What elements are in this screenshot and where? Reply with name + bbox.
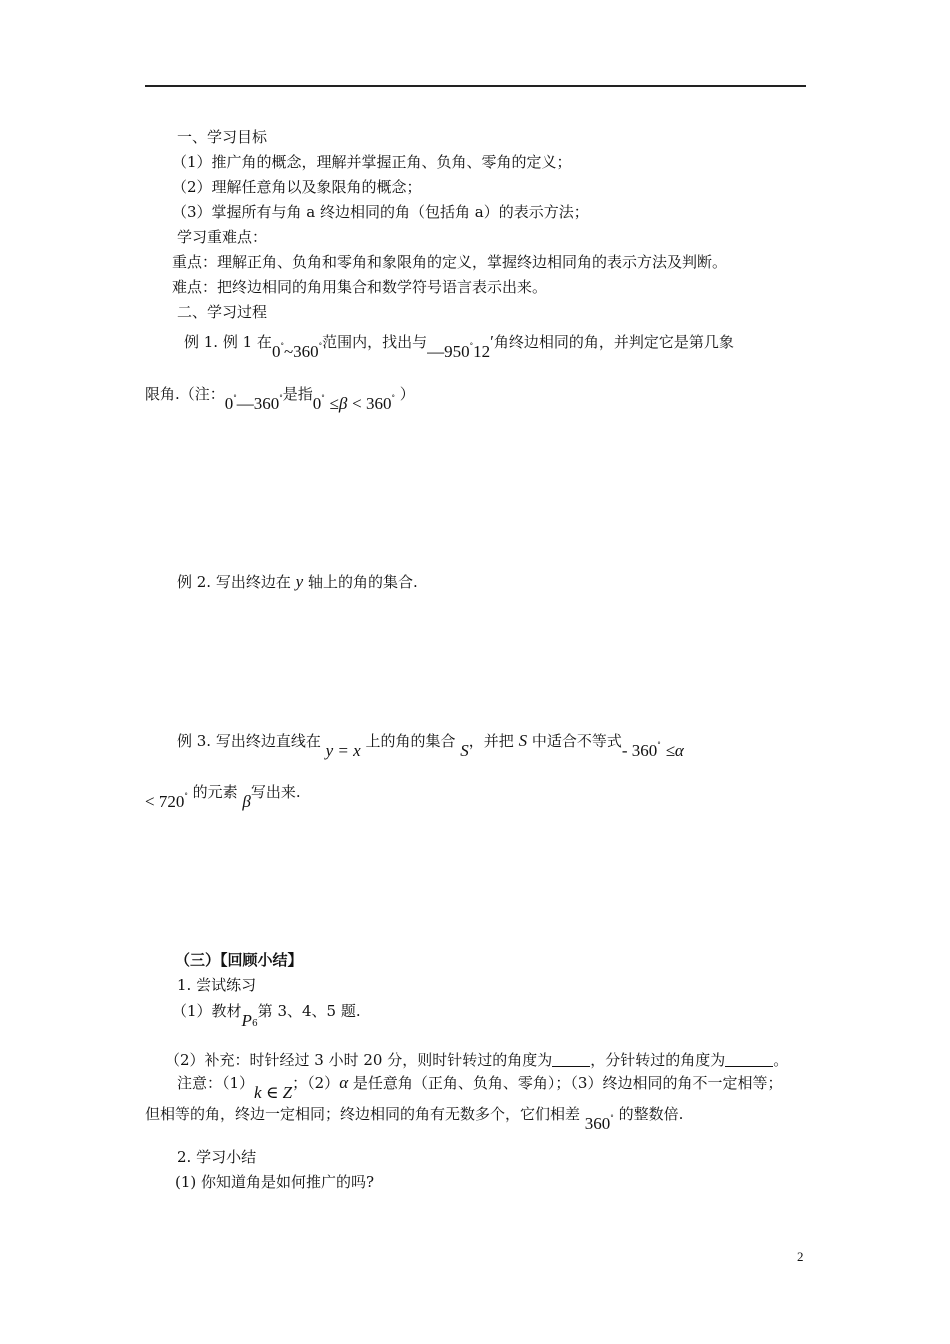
notice-text-c: 是任意角（正角、负角、零角）；（3）终边相同的角不一定相等； — [352, 1074, 783, 1092]
example-3-text-e: 的元素 — [192, 783, 238, 801]
practice-item-1 — [172, 1001, 361, 1030]
example-3-set-S: S — [460, 741, 469, 760]
example-1-text-b: 范围内，找出与 — [322, 333, 428, 351]
notice-line-1 — [177, 1073, 783, 1102]
example-1-ineq-360: < 360 — [352, 394, 392, 413]
example-3-ineq-alpha: ≤α — [665, 741, 684, 760]
notice-text-a: 注意：（1） — [177, 1074, 255, 1092]
degree-mark: ° — [280, 342, 284, 350]
review-heading: （三）【回顾小结】 — [175, 951, 303, 969]
example-1-text-a: 例 1. 例 1 在 — [184, 333, 272, 351]
example-1-ineq-le: ≤ — [329, 394, 339, 413]
notice-line-2 — [145, 1098, 684, 1133]
goals-heading: 一、学习目标 — [177, 128, 268, 146]
example-3-line-1 — [177, 725, 684, 760]
example-3-text-d: 中适合不等式 — [531, 732, 622, 750]
degree-mark: ° — [610, 1114, 614, 1122]
example-1-text-c: 角终边相同的角，并判定它是第几象 — [493, 333, 734, 351]
example-1-range: ~360 — [283, 342, 319, 361]
example-1-note-zero: 0 — [224, 394, 234, 413]
hard-point: 难点：把终边相同的角用集合和数学符号语言表示出来。 — [172, 278, 548, 296]
example-3-text-a: 例 3. 写出终边直线在 — [177, 732, 321, 750]
example-3-line-2 — [145, 776, 301, 811]
practice-heading: 1. 尝试练习 — [177, 976, 257, 994]
degree-mark: ° — [469, 342, 474, 350]
example-2 — [177, 572, 418, 592]
example-3-ineq-right: < 720 — [145, 792, 185, 811]
goal-item-1: （1）推广角的概念，理解并掌握正角、负角、零角的定义； — [172, 153, 572, 171]
degree-mark: ° — [279, 394, 283, 402]
example-1-ineq-zero: 0 — [312, 394, 322, 413]
notice-text-d: 但相等的角，终边一定相同；终边相同的角有无数多个，它们相差 — [145, 1105, 581, 1123]
answer-blank-minute[interactable] — [725, 1052, 773, 1067]
notice-alpha: α — [339, 1073, 349, 1092]
example-1-text-e: 是指 — [282, 385, 313, 403]
example-2-text-b: 轴上的角的集合. — [307, 573, 418, 591]
example-3-equation: y = x — [325, 741, 361, 760]
summary-question-1: (1) 你知道角是如何推广的吗? — [175, 1173, 375, 1191]
notice-text-e: 的整数倍. — [618, 1105, 684, 1123]
degree-mark: ° — [321, 394, 325, 402]
example-2-text-a: 例 2. 写出终边在 — [177, 573, 291, 591]
example-1-line-2 — [145, 378, 415, 413]
difficulty-heading: 学习重难点： — [177, 228, 268, 246]
degree-mark: ° — [318, 342, 323, 350]
example-1-minutes: 12 — [473, 342, 491, 361]
degree-mark: ° — [391, 394, 396, 402]
practice-item-1-b: 第 3、4、5 题. — [257, 1002, 361, 1020]
summary-heading: 2. 学习小结 — [177, 1148, 257, 1166]
example-3-text-f: 写出来. — [250, 783, 301, 801]
example-1-prime: ′ — [490, 332, 494, 351]
example-3-text-b: 上的角的集合 — [365, 732, 456, 750]
degree-mark: ° — [233, 394, 237, 402]
notice-k-in-Z: k ∈ Z — [254, 1083, 293, 1102]
textbook-page-number: 6 — [251, 1019, 258, 1029]
example-1-text-d: 限角.（注： — [145, 385, 225, 403]
page-number: 2 — [797, 1249, 804, 1264]
goal-item-2: （2）理解任意角以及象限角的概念； — [172, 178, 422, 196]
practice-item-1-a: （1）教材 — [172, 1002, 242, 1020]
example-1-line-1 — [184, 326, 734, 361]
practice-item-2 — [165, 1050, 788, 1070]
example-1-note-range: —360 — [236, 394, 280, 413]
practice-item-2-a: （2）补充：时针经过 3 小时 20 分，则时针转过的角度为 — [165, 1051, 553, 1069]
goal-item-3: （3）掌握所有与角 a 终边相同的角（包括角 a）的表示方法； — [172, 203, 589, 221]
notice-360: 360 — [584, 1114, 611, 1133]
example-2-y: y — [295, 572, 304, 591]
degree-mark: ° — [657, 741, 661, 749]
example-3-ineq-left: - 360 — [621, 741, 658, 760]
practice-item-2-c: 。 — [773, 1051, 789, 1069]
answer-blank-hour[interactable] — [552, 1052, 590, 1067]
key-point: 重点：理解正角、负角和零角和象限角的定义，掌握终边相同角的表示方法及判断。 — [172, 253, 728, 271]
notice-text-b: ；（2） — [292, 1074, 340, 1092]
example-3-beta: β — [242, 792, 251, 811]
degree-mark: ° — [184, 792, 188, 800]
example-1-text-f: ） — [399, 385, 415, 403]
example-3-text-c: ，并把 — [468, 732, 514, 750]
header-rule — [145, 85, 806, 87]
practice-item-2-b: ，分针转过的角度为 — [590, 1051, 726, 1069]
process-heading: 二、学习过程 — [177, 303, 268, 321]
example-1-zero: 0 — [271, 342, 281, 361]
example-3-set-S-2: S — [518, 731, 528, 750]
textbook-page-P: P — [241, 1011, 252, 1030]
example-1-neg-angle: —950 — [427, 342, 470, 361]
example-1-beta: β — [338, 394, 348, 413]
